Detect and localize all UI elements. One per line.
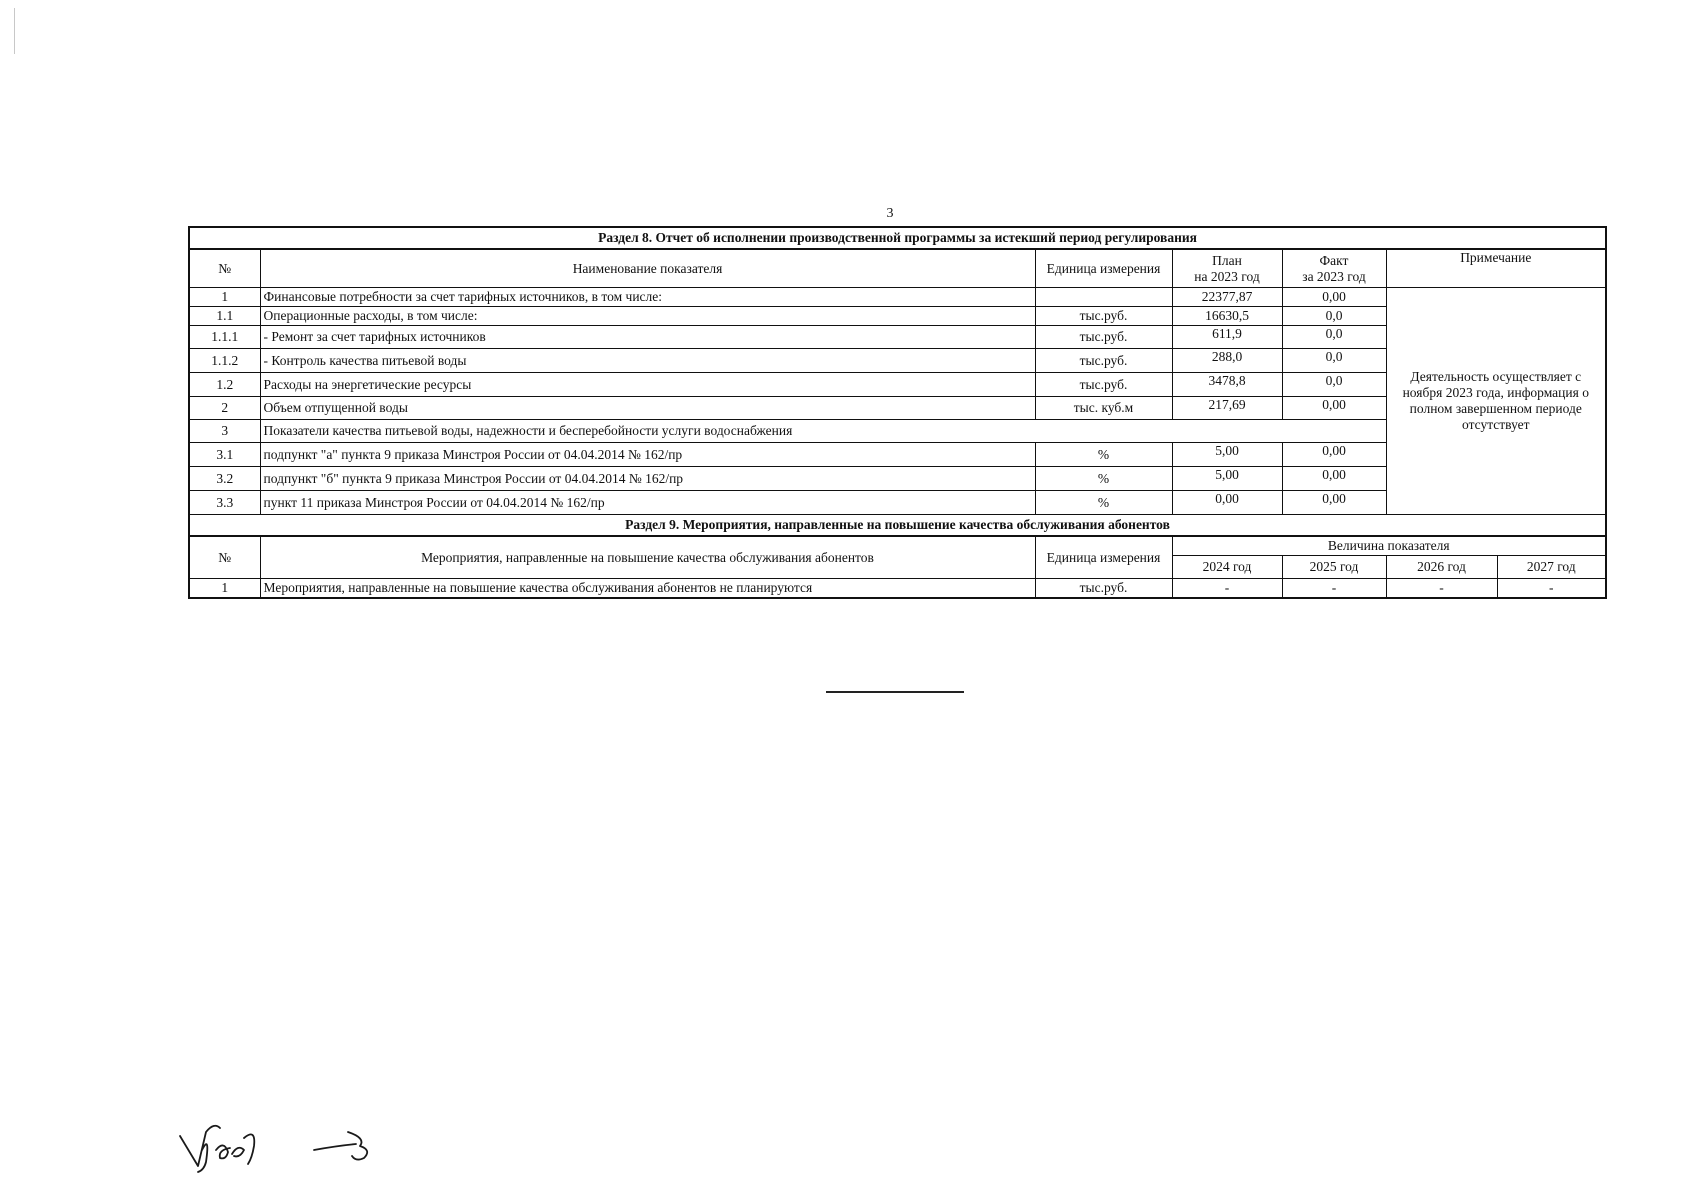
table-row xyxy=(189,579,1606,599)
row-num: 3 xyxy=(189,420,260,443)
row-fact: 0,0 xyxy=(1282,326,1386,349)
row-fact: 0,00 xyxy=(1282,443,1386,467)
row-fact: 0,00 xyxy=(1282,288,1386,307)
row-num: 3.3 xyxy=(189,491,260,515)
section8-header-row xyxy=(189,249,1606,288)
header-plan xyxy=(1172,249,1282,288)
header-activity: Мероприятия, направленные на повышение качества обслуживания абонентов xyxy=(260,536,1035,579)
header-value-group: Величина показателя xyxy=(1172,536,1606,556)
margin-mark xyxy=(14,8,15,54)
header-year-2026: 2026 год xyxy=(1386,556,1497,579)
row-value-2024: - xyxy=(1172,579,1282,599)
row-plan: 3478,8 xyxy=(1172,373,1282,397)
row-num: 1.1 xyxy=(189,307,260,326)
section9-title: Раздел 9. Мероприятия, направленные на повышение качества обслуживания абонентов xyxy=(189,515,1606,537)
row-num: 1 xyxy=(189,288,260,307)
header-fact-line2: за 2023 год xyxy=(1302,268,1366,284)
header-unit: Единица измерения xyxy=(1035,249,1172,288)
row-plan: 22377,87 xyxy=(1172,288,1282,307)
row-unit: % xyxy=(1035,443,1172,467)
row-unit xyxy=(1035,288,1172,307)
row-fact: 0,00 xyxy=(1282,397,1386,420)
row-name: подпункт "б" пункта 9 приказа Минстроя России от 04.04.2014 № 162/пр xyxy=(260,467,1035,491)
row-unit: тыс.руб. xyxy=(1035,579,1172,599)
header-year-2027: 2027 год xyxy=(1497,556,1606,579)
header-num: № xyxy=(189,249,260,288)
header-plan-line2: на 2023 год xyxy=(1194,268,1260,284)
end-rule xyxy=(826,691,964,693)
row-num: 1.1.2 xyxy=(189,349,260,373)
row-unit: тыс.руб. xyxy=(1035,326,1172,349)
header-name: Наименование показателя xyxy=(260,249,1035,288)
row-value-2026: - xyxy=(1386,579,1497,599)
row-unit: тыс.руб. xyxy=(1035,307,1172,326)
row-name: Объем отпущенной воды xyxy=(260,397,1035,420)
table-row xyxy=(189,288,1606,307)
row-name: Мероприятия, направленные на повышение качества обслуживания абонентов не планируются xyxy=(260,579,1035,599)
row-unit: тыс. куб.м xyxy=(1035,397,1172,420)
row-plan: 217,69 xyxy=(1172,397,1282,420)
row-num: 1.2 xyxy=(189,373,260,397)
row-plan: 5,00 xyxy=(1172,443,1282,467)
header-unit: Единица измерения xyxy=(1035,536,1172,579)
row-plan: 0,00 xyxy=(1172,491,1282,515)
header-fact-line1: Факт xyxy=(1319,252,1349,268)
section9-title-row xyxy=(189,515,1606,537)
header-year-2024: 2024 год xyxy=(1172,556,1282,579)
header-plan-line1: План xyxy=(1212,252,1242,268)
row-fact: 0,0 xyxy=(1282,307,1386,326)
page-number: 3 xyxy=(886,206,894,221)
row-unit: % xyxy=(1035,467,1172,491)
section8-title: Раздел 8. Отчет об исполнении производственной программы за истекший период регулирования xyxy=(189,227,1606,249)
row-name: Операционные расходы, в том числе: xyxy=(260,307,1035,326)
section9-header-row xyxy=(189,536,1606,556)
row-name: пункт 11 приказа Минстроя России от 04.04.2014 № 162/пр xyxy=(260,491,1035,515)
row-name: Финансовые потребности за счет тарифных источников, в том числе: xyxy=(260,288,1035,307)
row-unit: % xyxy=(1035,491,1172,515)
row-plan: 611,9 xyxy=(1172,326,1282,349)
row-unit: тыс.руб. xyxy=(1035,349,1172,373)
row-plan: 16630,5 xyxy=(1172,307,1282,326)
row-name: Показатели качества питьевой воды, надежности и бесперебойности услуги водоснабжения xyxy=(260,420,1386,443)
row-name: Расходы на энергетические ресурсы xyxy=(260,373,1035,397)
row-fact: 0,0 xyxy=(1282,349,1386,373)
row-num: 2 xyxy=(189,397,260,420)
signature-image xyxy=(176,1110,426,1180)
row-num: 3.2 xyxy=(189,467,260,491)
header-fact xyxy=(1282,249,1386,288)
section8-title-row xyxy=(189,227,1606,249)
row-name: - Контроль качества питьевой воды xyxy=(260,349,1035,373)
row-name: подпункт "а" пункта 9 приказа Минстроя России от 04.04.2014 № 162/пр xyxy=(260,443,1035,467)
row-name: - Ремонт за счет тарифных источников xyxy=(260,326,1035,349)
row-plan: 288,0 xyxy=(1172,349,1282,373)
row-fact: 0,0 xyxy=(1282,373,1386,397)
row-value-2027: - xyxy=(1497,579,1606,599)
row-num: 3.1 xyxy=(189,443,260,467)
row-fact: 0,00 xyxy=(1282,491,1386,515)
header-note: Примечание xyxy=(1386,249,1606,288)
row-num: 1 xyxy=(189,579,260,599)
row-unit: тыс.руб. xyxy=(1035,373,1172,397)
row-plan: 5,00 xyxy=(1172,467,1282,491)
header-year-2025: 2025 год xyxy=(1282,556,1386,579)
row-fact: 0,00 xyxy=(1282,467,1386,491)
header-num: № xyxy=(189,536,260,579)
row-value-2025: - xyxy=(1282,579,1386,599)
row-num: 1.1.1 xyxy=(189,326,260,349)
note-cell: Деятельность осуществляет с ноября 2023 года, информация о полном завершенном периоде отсутствует xyxy=(1386,288,1606,515)
report-table xyxy=(188,226,1607,599)
